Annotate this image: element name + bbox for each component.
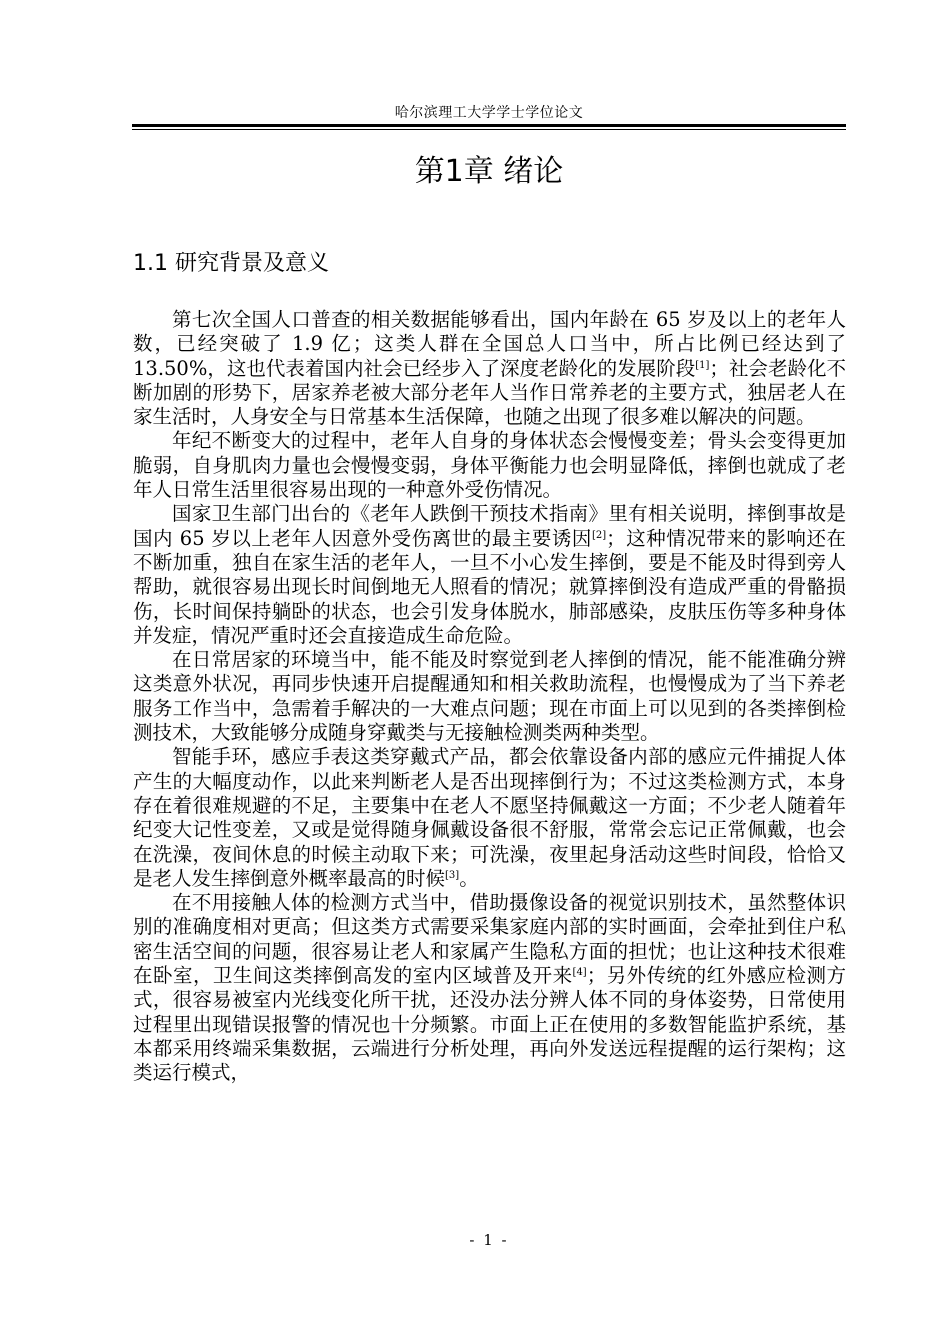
paragraph-2: 年纪不断变大的过程中，老年人自身的身体状态会慢慢变差；骨头会变得更加脆弱，自身肌肉力量也会慢慢变弱，身体平衡能力也会明显降低，摔倒也就成了老年人日常生活里很容易出现的一种意外受伤情况。	[133, 429, 846, 502]
section-title: 1.1 研究背景及意义	[133, 251, 329, 276]
body-text	[133, 308, 846, 1086]
running-header: 哈尔滨理工大学学士学位论文	[394, 105, 584, 121]
chapter-title: 第1章 绪论	[414, 154, 564, 189]
citation-ref-1: [1]	[695, 359, 710, 371]
paragraph-3: 国家卫生部门出台的《老年人跌倒干预技术指南》里有相关说明，摔倒事故是国内 65 岁以上老年人因意外受伤离世的最主要诱因[2]；这种情况带来的影响还在不断加重，独自在家生活的老年人，一旦不小心发生摔倒，要是不能及时得到旁人帮助，就很容易出现长时间倒地无人照看的情况；就算摔倒没有造成严重的骨骼损伤，长时间保持躺卧的状态，也会引发身体脱水，肺部感染，皮肤压伤等多种身体并发症，情况严重时还会直接造成生命危险。	[133, 502, 846, 647]
header-rule-thin	[132, 129, 846, 130]
header-rule-thick	[132, 124, 846, 127]
paragraph-1: 第七次全国人口普查的相关数据能够看出，国内年龄在 65 岁及以上的老年人数，已经突破了 1.9 亿；这类人群在全国总人口当中，所占比例已经达到了 13.50%，这也代表着国内社会已经步入了深度老龄化的发展阶段[1]；社会老龄化不断加剧的形势下，居家养老被大部分老年人当作日常养老的主要方式，独居老人在家生活时，人身安全与日常基本生活保障，也随之出现了很多难以解决的问题。	[133, 308, 846, 429]
page-number: - 1 -	[469, 1231, 509, 1249]
citation-ref-2: [2]	[591, 529, 607, 541]
paragraph-4: 在日常居家的环境当中，能不能及时察觉到老人摔倒的情况，能不能准确分辨这类意外状况，再同步快速开启提醒通知和相关救助流程，也慢慢成为了当下养老服务工作当中，急需着手解决的一大难点问题；现在市面上可以见到的各类摔倒检测技术，大致能够分成随身穿戴类与无接触检测类两种类型。	[133, 648, 846, 745]
paragraph-6: 在不用接触人体的检测方式当中，借助摄像设备的视觉识别技术，虽然整体识别的准确度相对更高；但这类方式需要采集家庭内部的实时画面，会牵扯到住户私密生活空间的问题，很容易让老人和家属产生隐私方面的担忧；也让这种技术很难在卧室，卫生间这类摔倒高发的室内区域普及开来[4]；另外传统的红外感应检测方式，很容易被室内光线变化所干扰，还没办法分辨人体不同的身体姿势，日常使用过程里出现错误报警的情况也十分频繁。市面上正在使用的多数智能监护系统，基本都采用终端采集数据，云端进行分析处理，再向外发送远程提醒的运行架构；这类运行模式，	[133, 891, 846, 1085]
citation-ref-4: [4]	[572, 967, 587, 979]
paragraph-5: 智能手环，感应手表这类穿戴式产品，都会依靠设备内部的感应元件捕捉人体产生的大幅度动作，以此来判断老人是否出现摔倒行为；不过这类检测方式，本身存在着很难规避的不足，主要集中在老人不愿坚持佩戴这一方面；不少老人随着年纪变大记性变差，又或是觉得随身佩戴设备很不舒服，常常会忘记正常佩戴，也会在洗澡，夜间休息的时候主动取下来；可洗澡，夜里起身活动这些时间段，恰恰又是老人发生摔倒意外概率最高的时候[3]。	[133, 745, 846, 890]
citation-ref-3: [3]	[445, 869, 460, 881]
